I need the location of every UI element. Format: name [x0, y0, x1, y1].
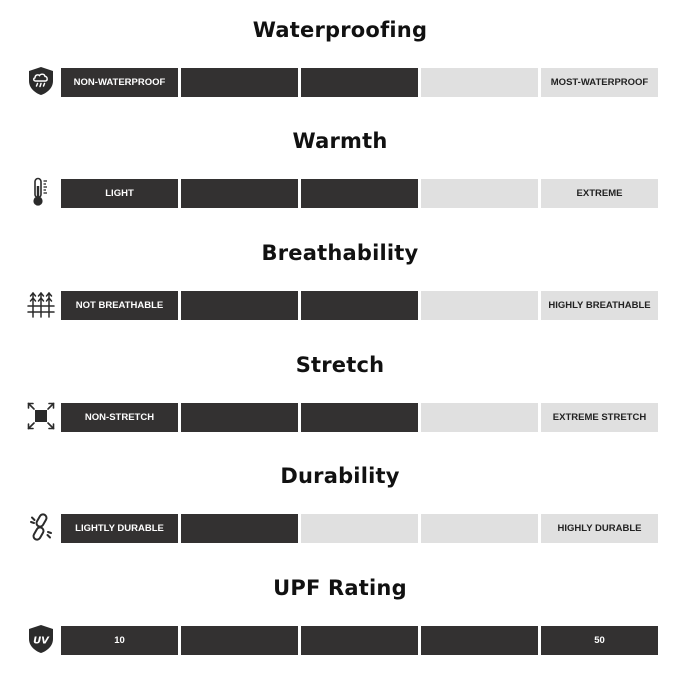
scale-segment-1	[61, 626, 178, 655]
scale-segment-2	[181, 514, 298, 543]
scale-segment-5	[541, 403, 658, 432]
scale-segment-1	[61, 514, 178, 543]
scale-segment-2	[181, 291, 298, 320]
scale-low-label: LIGHT	[105, 188, 134, 199]
scale-low-label: 10	[114, 635, 125, 646]
waterproof-cloud-shield-icon	[26, 66, 56, 96]
scale-segment-1	[61, 68, 178, 97]
uv-icon-text: UV	[33, 635, 49, 647]
rating-upf	[0, 558, 696, 670]
scale-segment-2	[181, 626, 298, 655]
scale-segment-1	[61, 403, 178, 432]
scale-segment-3	[301, 403, 418, 432]
scale-segment-5	[541, 626, 658, 655]
scale-low-label: NOT BREATHABLE	[75, 300, 164, 311]
rating-scale	[61, 403, 658, 432]
rating-scale	[61, 291, 658, 320]
scale-segment-4	[421, 514, 538, 543]
scale-high-label: EXTREME	[576, 188, 623, 199]
scale-segment-3	[301, 291, 418, 320]
rating-durability	[0, 446, 696, 558]
rating-scale	[61, 514, 658, 543]
scale-segment-4	[421, 179, 538, 208]
rating-scale	[61, 626, 658, 655]
scale-high-label: 50	[594, 635, 605, 646]
rating-scale	[61, 68, 658, 97]
scale-low-label: LIGHTLY DURABLE	[75, 523, 164, 534]
scale-segment-2	[181, 403, 298, 432]
scale-segment-4	[421, 68, 538, 97]
stretch-arrows-icon	[26, 401, 56, 431]
rating-waterproofing	[0, 0, 696, 112]
scale-high-label: EXTREME STRETCH	[552, 412, 647, 423]
scale-segment-3	[301, 68, 418, 97]
rating-title: Breathability	[261, 241, 419, 265]
scale-segment-3	[301, 514, 418, 543]
scale-segment-3	[301, 179, 418, 208]
rating-breathability	[0, 223, 696, 335]
rating-title: Durability	[280, 464, 400, 488]
scale-low-label: NON-WATERPROOF	[73, 77, 166, 88]
scale-low-label: NON-STRETCH	[84, 412, 155, 423]
rating-scale	[61, 179, 658, 208]
scale-high-label: HIGHLY BREATHABLE	[548, 300, 651, 311]
breathable-arrows-grid-icon	[26, 289, 56, 319]
scale-segment-2	[181, 179, 298, 208]
scale-segment-5	[541, 514, 658, 543]
scale-segment-2	[181, 68, 298, 97]
thermometer-icon	[26, 177, 56, 207]
rating-title: Waterproofing	[252, 18, 428, 42]
scale-segment-4	[421, 291, 538, 320]
scale-segment-1	[61, 291, 178, 320]
rating-title: Stretch	[295, 353, 385, 377]
scale-segment-4	[421, 626, 538, 655]
scale-high-label: MOST-WATERPROOF	[550, 77, 649, 88]
chain-link-icon	[26, 512, 56, 542]
rating-warmth	[0, 111, 696, 223]
scale-segment-5	[541, 179, 658, 208]
rating-title: Warmth	[292, 129, 388, 153]
scale-segment-5	[541, 291, 658, 320]
uv-shield-icon	[26, 624, 56, 654]
rating-title: UPF Rating	[273, 576, 407, 600]
scale-segment-4	[421, 403, 538, 432]
scale-high-label: HIGHLY DURABLE	[557, 523, 642, 534]
scale-segment-1	[61, 179, 178, 208]
scale-segment-5	[541, 68, 658, 97]
rating-stretch	[0, 335, 696, 447]
scale-segment-3	[301, 626, 418, 655]
